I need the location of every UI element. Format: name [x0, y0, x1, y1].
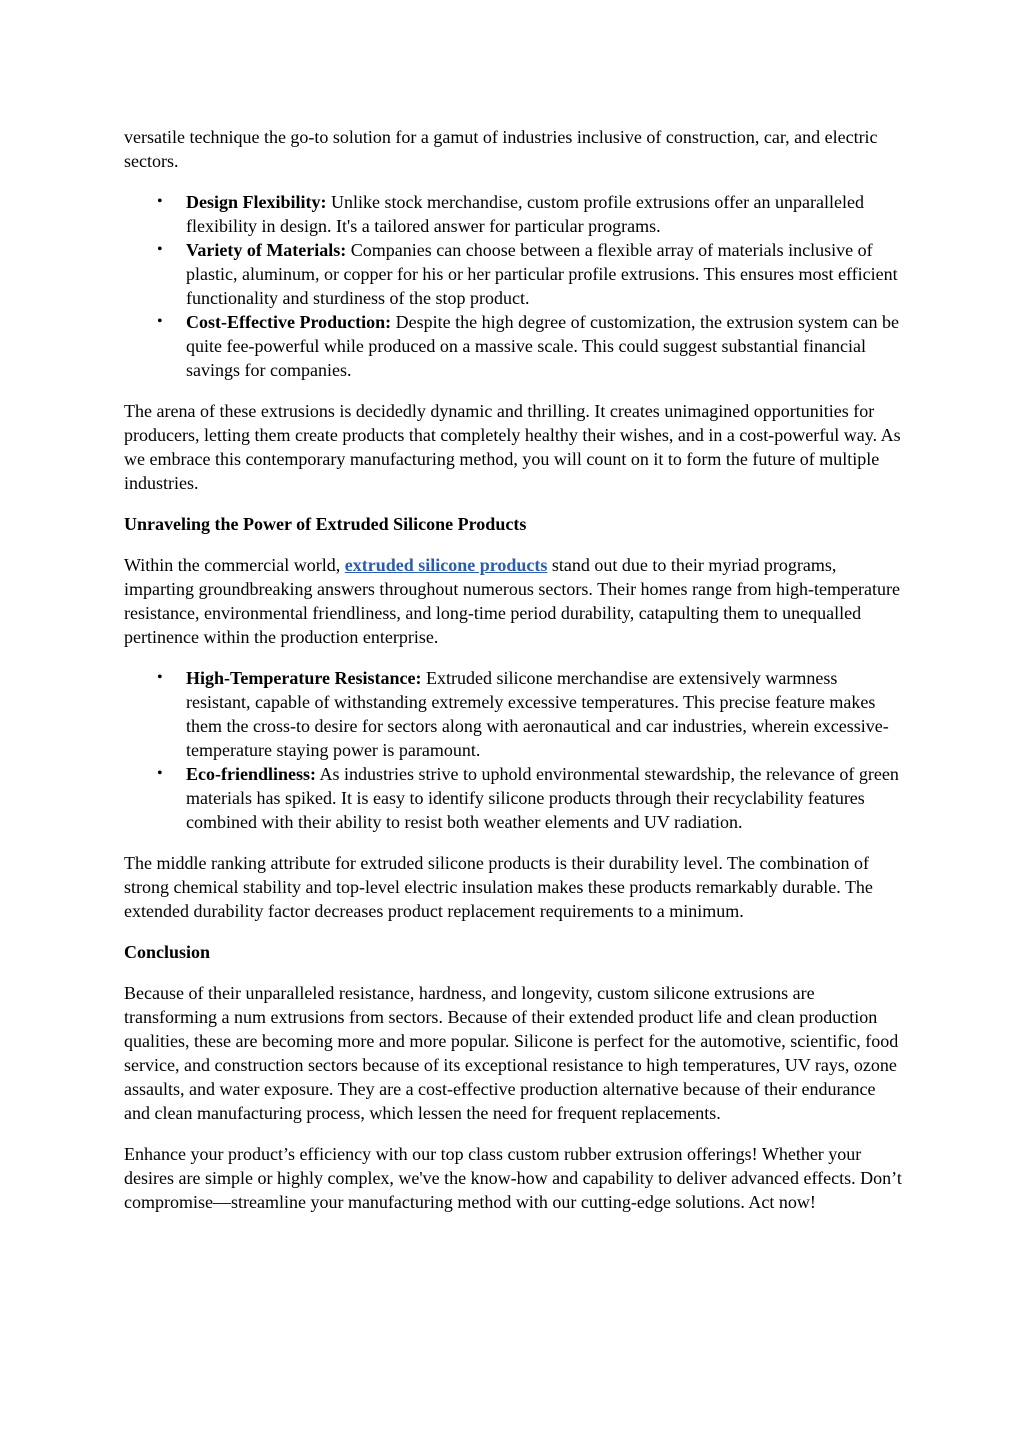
list-item [124, 190, 904, 238]
silicone-features-list [124, 666, 904, 834]
arena-paragraph: The arena of these extrusions is decidedly dynamic and thrilling. It creates unimagined opportunities for producers, letting them create products that completely healthy their wishes, and in a cost-powerful way. As we embrace this contemporary manufacturing method, you will count on it to form the future of multiple industries. [124, 401, 901, 493]
list-item [124, 762, 904, 834]
bullet-icon: • [157, 193, 163, 210]
extruded-silicone-products-link[interactable]: extruded silicone products [344, 555, 548, 575]
conclusion-heading: Conclusion [124, 942, 211, 962]
list-item-term: High-Temperature Resistance: [186, 668, 422, 688]
list-item [124, 238, 904, 310]
list-item-term: Cost-Effective Production: [186, 312, 392, 332]
list-item-text: As industries strive to uphold environmental stewardship, the relevance of green materials has spiked. It is easy to identify silicone products through their recyclability features combined with their ability to resist both weather elements and UV radiation. [186, 764, 899, 832]
list-item-term: Design Flexibility: [186, 192, 327, 212]
list-item-text: Companies can choose between a flexible array of materials inclusive of plastic, aluminum, or copper for his or her particular profile extrusions. This ensures most efficient functionality and sturdiness of the stop product. [186, 240, 898, 308]
bullet-icon: • [157, 313, 163, 330]
benefits-list [124, 190, 904, 382]
durability-paragraph: The middle ranking attribute for extruded silicone products is their durability level. The combination of strong chemical stability and top-level electric insulation makes these products remarkably durable. The extended durability factor decreases product replacement requirements to a minimum. [124, 853, 873, 921]
list-item-text: Unlike stock merchandise, custom profile extrusions offer an unparalleled flexibility in design. It's a tailored answer for particular programs. [186, 192, 865, 236]
list-item-term: Variety of Materials: [186, 240, 347, 260]
intro-paragraph: versatile technique the go-to solution for a gamut of industries inclusive of construction, car, and electric sectors. [124, 127, 878, 171]
silicone-paragraph-end: stand out due to their myriad programs, imparting groundbreaking answers throughout numerous sectors. Their homes range from high-temperature resistance, environmental friendliness, and long-time period durability, catapulting them to unequalled pertinence within the production enterprise. [124, 555, 900, 647]
list-item-term: Eco-friendliness: [186, 764, 316, 784]
list-item-text: Extruded silicone merchandise are extensively warmness resistant, capable of withstanding extremely excessive temperatures. This precise feature makes them the cross-to desire for sectors along with aeronautical and car industries, wherein excessive-temperature staying power is paramount. [186, 668, 889, 760]
silicone-paragraph [124, 553, 904, 649]
conclusion-paragraph: Because of their unparalleled resistance, hardness, and longevity, custom silicone extrusions are transforming a num extrusions from sectors. Because of their extended product life and clean production qualities, these are becoming more and more popular. Silicone is perfect for the automotive, scientific, food service, and construction sectors because of its exceptional resistance to high temperatures, UV rays, ozone assaults, and water exposure. They are a cost-effective production alternative because of their endurance and clean manufacturing process, which lessen the need for frequent replacements. [124, 983, 899, 1123]
bullet-icon: • [157, 669, 163, 686]
silicone-heading: Unraveling the Power of Extruded Silicone Products [124, 514, 527, 534]
silicone-paragraph-start: Within the commercial world, [124, 555, 345, 575]
call-to-action-paragraph: Enhance your product’s efficiency with our top class custom rubber extrusion offerings! Whether your desires are simple or highly complex, we've the know-how and capability to deliver advanced effects. Don’t compromise—streamline your manufacturing method with our cutting-edge solutions. Act now! [124, 1144, 902, 1212]
list-item [124, 310, 904, 382]
bullet-icon: • [157, 241, 163, 258]
list-item [124, 666, 904, 762]
document-page [124, 125, 904, 1231]
bullet-icon: • [157, 765, 163, 782]
list-item-text: Despite the high degree of customization, the extrusion system can be quite fee-powerful while produced on a massive scale. This could suggest substantial financial savings for companies. [186, 312, 899, 380]
